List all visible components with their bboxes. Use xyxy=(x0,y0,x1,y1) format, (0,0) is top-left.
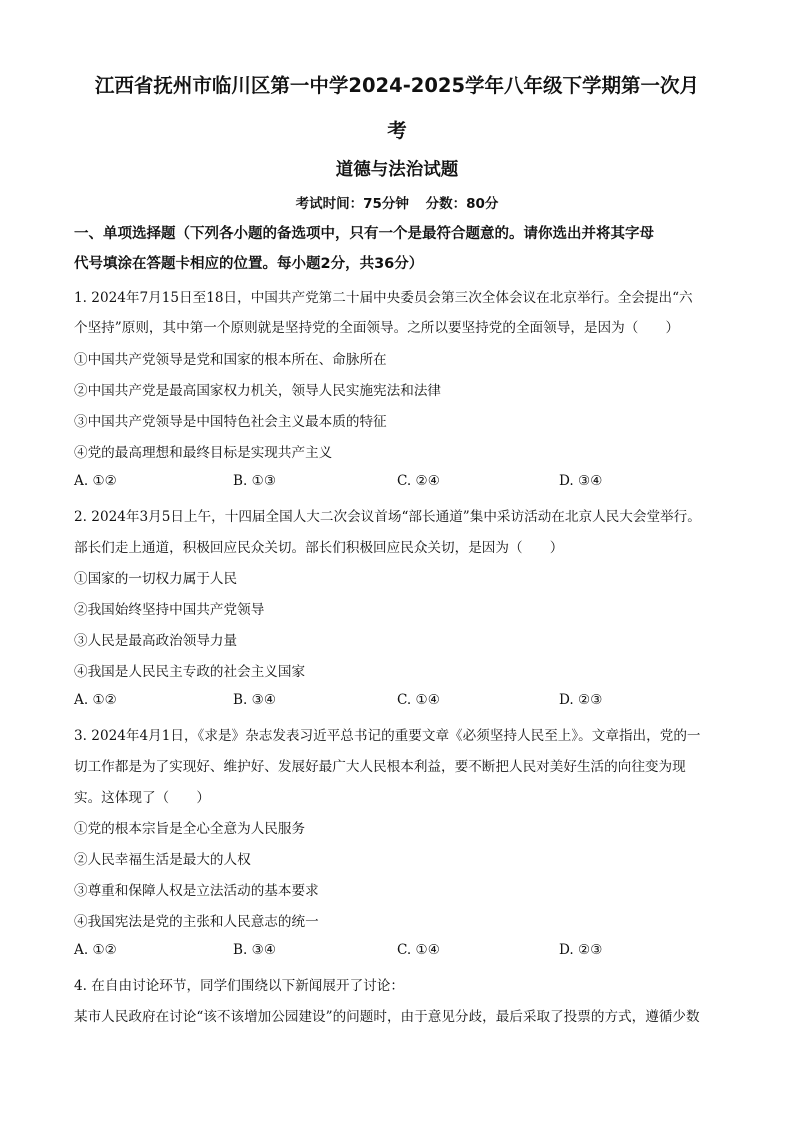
q3-option-c[interactable]: C. ①④ xyxy=(397,942,440,958)
q1-statement-3: ③中国共产党领导是中国特色社会主义最本质的特征 xyxy=(74,414,387,430)
q1-statement-2: ②中国共产党是最高国家权力机关，领导人民实施宪法和法律 xyxy=(74,383,442,399)
q1-option-d[interactable]: D. ③④ xyxy=(559,473,603,489)
exam-title-line2: 考 xyxy=(387,119,407,142)
q1-statement-4: ④党的最高理想和最终目标是实现共产主义 xyxy=(74,445,333,461)
q3-statement-4: ④我国宪法是党的主张和人民意志的统一 xyxy=(74,914,319,930)
section-heading-line1: 一、单项选择题（下列各小题的备选项中，只有一个是最符合题意的。请你选出并将其字母 xyxy=(74,226,654,242)
q3-statement-3: ③尊重和保障人权是立法活动的基本要求 xyxy=(74,883,319,899)
q1-stem-line2: 个坚持”原则，其中第一个原则就是坚持党的全面领导。之所以要坚持党的全面领导，是因为（ ） xyxy=(74,320,680,336)
q3-option-b[interactable]: B. ③④ xyxy=(233,942,277,958)
q2-statement-4: ④我国是人民民主专政的社会主义国家 xyxy=(74,664,306,680)
q4-stem-line2: 某市人民政府在讨论“该不该增加公园建设”的问题时，由于意见分歧，最后采取了投票的方式，遵循少数 xyxy=(74,1009,700,1025)
q2-statement-1: ①国家的一切权力属于人民 xyxy=(74,571,238,587)
q2-stem-line1: 2. 2024年3月5日上午，十四届全国人大二次会议首场“部长通道”集中采访活动在北京人民大会堂举行。 xyxy=(74,509,701,525)
q3-statement-2: ②人民幸福生活是最大的人权 xyxy=(74,852,251,868)
q2-statement-3: ③人民是最高政治领导力量 xyxy=(74,633,238,649)
q3-stem-line1: 3. 2024年4月1日，《求是》杂志发表习近平总书记的重要文章《必须坚持人民至上》。文章指出，党的一 xyxy=(74,728,701,744)
q1-option-a[interactable]: A. ①② xyxy=(74,473,117,489)
exam-time: 考试时间：75分钟 xyxy=(295,196,409,212)
q1-option-c[interactable]: C. ②④ xyxy=(397,473,440,489)
q1-options xyxy=(74,473,674,493)
q1-option-b[interactable]: B. ①③ xyxy=(233,473,277,489)
exam-title-line1: 江西省抚州市临川区第一中学2024-2025学年八年级下学期第一次月 xyxy=(94,74,700,97)
q2-stem-line2: 部长们走上通道，积极回应民众关切。部长们积极回应民众关切，是因为（ ） xyxy=(74,540,564,556)
q2-option-a[interactable]: A. ①② xyxy=(74,692,117,708)
q2-option-d[interactable]: D. ②③ xyxy=(559,692,603,708)
subject-title: 道德与法治试题 xyxy=(335,160,459,180)
q1-statement-1: ①中国共产党领导是党和国家的根本所在、命脉所在 xyxy=(74,352,387,368)
q4-stem-line1: 4. 在自由讨论环节，同学们围绕以下新闻展开了讨论： xyxy=(74,978,404,994)
exam-score: 分数：80分 xyxy=(425,196,499,212)
q2-option-b[interactable]: B. ③④ xyxy=(233,692,277,708)
q2-statement-2: ②我国始终坚持中国共产党领导 xyxy=(74,602,265,618)
q3-options xyxy=(74,942,674,962)
q3-stem-line2: 切工作都是为了实现好、维护好、发展好最广大人民根本利益，要不断把人民对美好生活的向往变为现 xyxy=(74,759,686,775)
section-heading-line2: 代号填涂在答题卡相应的位置。每小题2分，共36分） xyxy=(74,256,424,272)
exam-meta xyxy=(0,192,794,212)
q2-options xyxy=(74,692,674,712)
q1-stem-line1: 1. 2024年7月15日至18日，中国共产党第二十届中央委员会第三次全体会议在北京举行。全会提出“六 xyxy=(74,290,693,306)
q3-stem-line3: 实。这体现了（ ） xyxy=(74,790,210,806)
q3-statement-1: ①党的根本宗旨是全心全意为人民服务 xyxy=(74,821,306,837)
q2-option-c[interactable]: C. ①④ xyxy=(397,692,440,708)
q3-option-a[interactable]: A. ①② xyxy=(74,942,117,958)
q3-option-d[interactable]: D. ②③ xyxy=(559,942,603,958)
